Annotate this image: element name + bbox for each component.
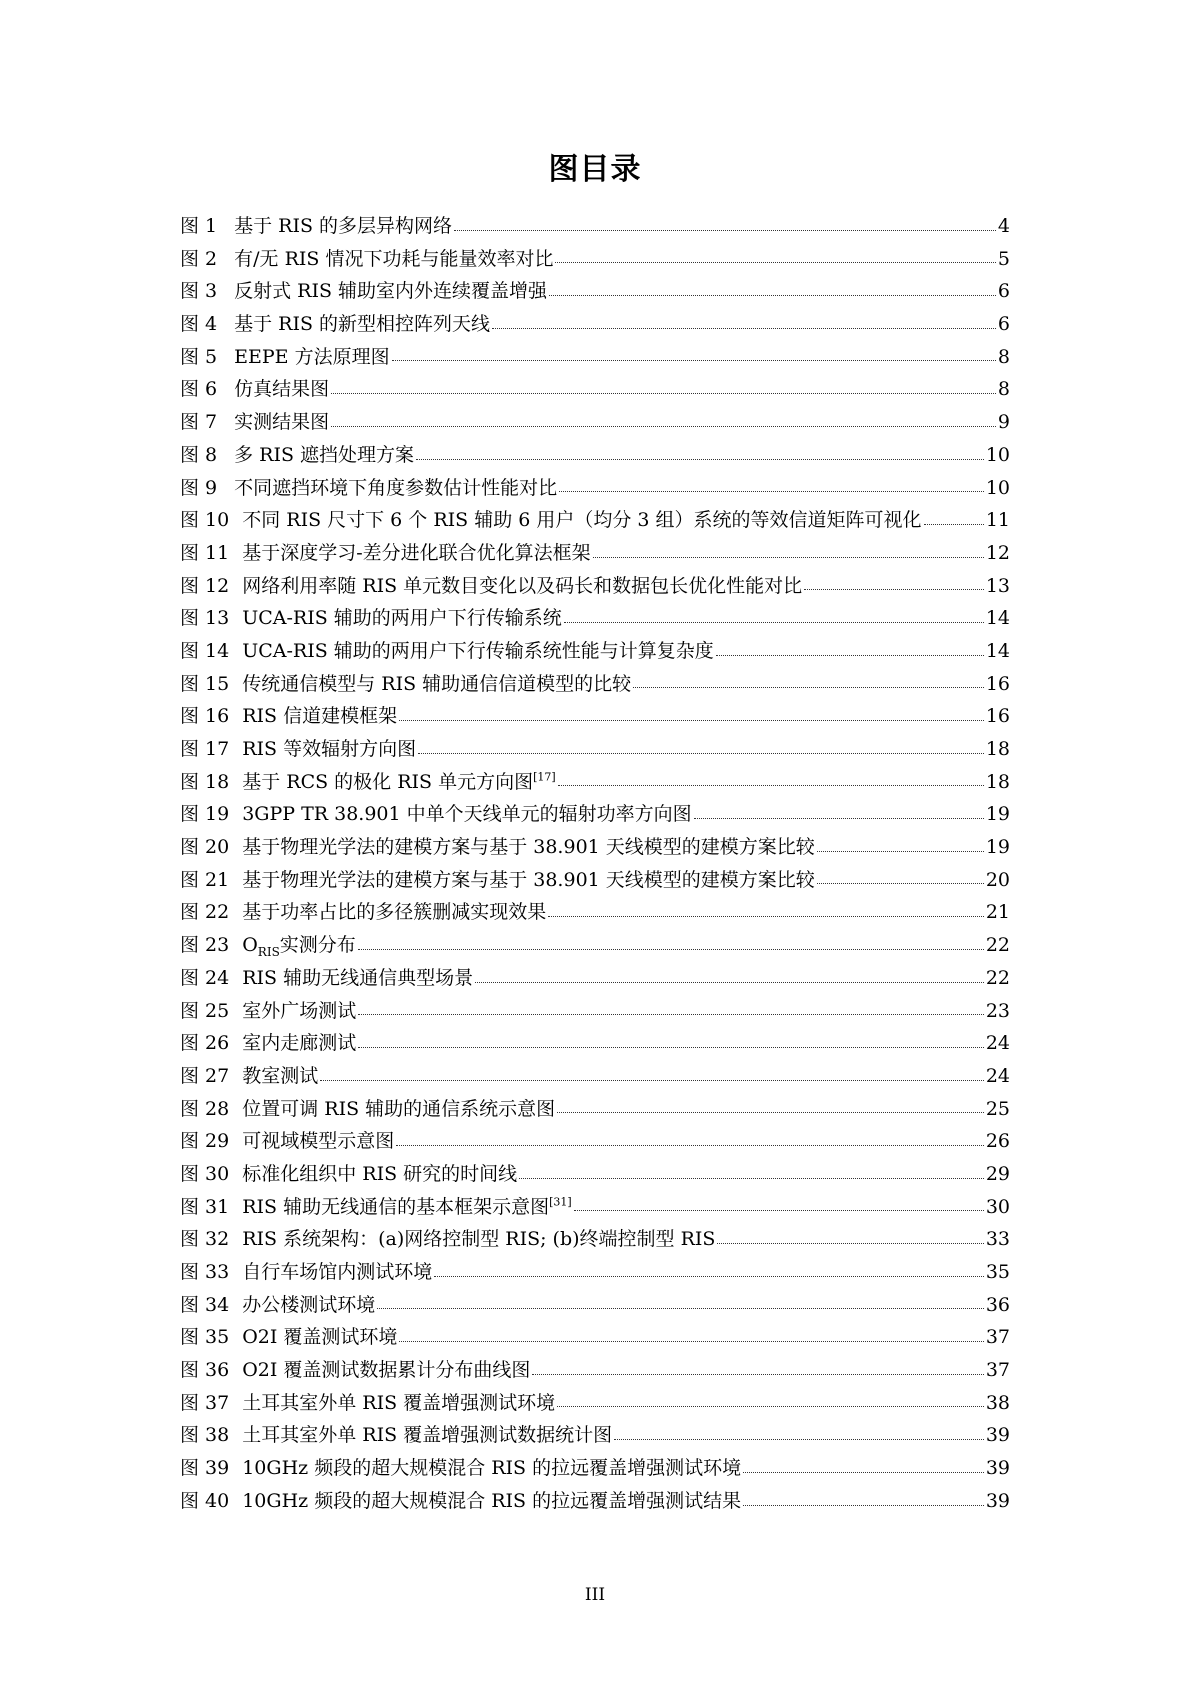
toc-entry-page: 16 <box>985 705 1010 728</box>
toc-entry-title-text: 办公楼测试环境 <box>242 1293 376 1316</box>
toc-entry-title-text: O <box>242 934 258 957</box>
toc-dot-leader <box>716 654 984 656</box>
toc-entry-title <box>234 210 452 243</box>
toc-entry[interactable] <box>180 210 1010 243</box>
toc-entry-title-text: 实测结果图 <box>234 411 330 434</box>
toc-entry[interactable] <box>180 243 1010 276</box>
toc-entry[interactable] <box>180 308 1010 341</box>
toc-entry[interactable] <box>180 275 1010 308</box>
toc-dot-leader <box>532 1373 983 1375</box>
toc-entry-title <box>242 1485 741 1518</box>
toc-dot-leader <box>549 294 996 296</box>
toc-entry-title <box>242 995 356 1028</box>
toc-entry-number: 图 21 <box>180 868 230 891</box>
toc-dot-leader <box>392 359 996 361</box>
toc-entry-title-text: 土耳其室外单 RIS 覆盖增强测试数据统计图 <box>242 1424 613 1447</box>
toc-dot-leader <box>817 882 984 884</box>
toc-dot-leader <box>559 490 984 492</box>
toc-entry-title-text: O2I 覆盖测试数据累计分布曲线图 <box>242 1359 531 1382</box>
toc-entry[interactable] <box>180 504 1010 537</box>
toc-entry-title <box>242 1027 356 1060</box>
toc-entry-title-text: 传统通信模型与 RIS 辅助通信信道模型的比较 <box>242 672 632 695</box>
toc-entry-page: 25 <box>985 1097 1010 1120</box>
toc-entry-title-text: RIS 等效辐射方向图 <box>242 738 417 760</box>
toc-entry[interactable] <box>180 373 1010 406</box>
toc-entry-title <box>242 733 416 766</box>
toc-entry-title <box>242 1256 432 1289</box>
toc-entry-number: 图 39 <box>180 1457 230 1480</box>
toc-dot-leader <box>574 1209 984 1211</box>
toc-entry-title-text: 多 RIS 遮挡处理方案 <box>234 443 415 466</box>
toc-entry-title <box>234 275 547 308</box>
toc-entry-page: 14 <box>985 639 1010 662</box>
toc-entry-page: 18 <box>985 770 1010 793</box>
toc-entry[interactable] <box>180 602 1010 635</box>
figure-toc-list <box>180 210 1010 1518</box>
toc-entry-page: 39 <box>985 1424 1010 1447</box>
toc-entry[interactable] <box>180 1158 1010 1191</box>
toc-entry-title-text: 自行车场馆内测试环境 <box>242 1261 433 1283</box>
toc-entry[interactable] <box>180 766 1010 799</box>
toc-entry[interactable] <box>180 1321 1010 1354</box>
toc-entry-title-text: 不同 RIS 尺寸下 6 个 RIS 辅助 6 用户（均分 3 组）系统的等效信道矩阵可视化 <box>242 509 922 532</box>
toc-entry-page: 18 <box>985 738 1010 760</box>
toc-entry-title <box>242 635 714 668</box>
toc-entry-page: 39 <box>985 1489 1010 1512</box>
toc-dot-leader <box>743 1471 984 1473</box>
toc-entry-page: 37 <box>985 1359 1010 1382</box>
toc-entry-number: 图 3 <box>180 280 218 303</box>
toc-entry-title-text: 仿真结果图 <box>234 378 330 401</box>
toc-dot-leader <box>358 948 984 950</box>
toc-dot-leader <box>358 1046 984 1048</box>
toc-entry-number: 图 27 <box>180 1064 230 1087</box>
toc-entry-page: 5 <box>997 247 1010 270</box>
toc-dot-leader <box>555 261 995 263</box>
toc-entry-title <box>234 341 389 374</box>
toc-entry-page: 19 <box>985 803 1010 826</box>
toc-entry-title-text: 基于 RIS 的多层异构网络 <box>234 215 453 237</box>
toc-entry-number: 图 36 <box>180 1359 230 1382</box>
toc-entry-title <box>234 373 329 406</box>
toc-entry-number: 图 19 <box>180 803 230 826</box>
toc-entry-number: 图 13 <box>180 607 230 630</box>
toc-entry-title-text: 基于深度学习-差分进化联合优化算法框架 <box>242 541 591 564</box>
toc-entry-number: 图 11 <box>180 541 230 564</box>
toc-dot-leader <box>564 621 984 623</box>
toc-entry-title <box>234 439 414 472</box>
toc-entry[interactable] <box>180 929 1010 962</box>
toc-entry-number: 图 28 <box>180 1097 230 1120</box>
toc-entry-number: 图 37 <box>180 1391 230 1414</box>
toc-entry-title-text: EEPE 方法原理图 <box>234 345 390 368</box>
toc-entry-number: 图 14 <box>180 639 230 662</box>
toc-entry-number: 图 16 <box>180 705 230 728</box>
toc-entry-title-text: 土耳其室外单 RIS 覆盖增强测试环境 <box>242 1391 556 1414</box>
toc-dot-leader <box>377 1307 984 1309</box>
toc-entry-page: 10 <box>985 476 1010 499</box>
toc-entry-number: 图 9 <box>180 476 218 499</box>
toc-entry-page: 38 <box>985 1391 1010 1414</box>
toc-entry-title-text: 室内走廊测试 <box>242 1032 357 1055</box>
toc-entry-number: 图 40 <box>180 1489 230 1512</box>
toc-entry-title <box>234 406 329 439</box>
toc-entry-title <box>242 504 921 537</box>
toc-entry[interactable] <box>180 733 1010 766</box>
toc-dot-leader <box>358 1013 984 1015</box>
toc-entry[interactable] <box>180 896 1010 929</box>
toc-entry-title-text: RIS 信道建模框架 <box>242 705 398 728</box>
toc-entry-title-text: 基于 RIS 的新型相控阵列天线 <box>234 313 491 336</box>
toc-dot-leader <box>331 392 996 394</box>
toc-dot-leader <box>633 686 984 688</box>
toc-entry-number: 图 32 <box>180 1228 230 1251</box>
toc-entry-title-text: 基于 RCS 的极化 RIS 单元方向图 <box>242 770 534 793</box>
toc-entry[interactable] <box>180 439 1010 472</box>
toc-entry-title <box>242 570 802 603</box>
toc-entry-page: 14 <box>985 607 1010 630</box>
toc-entry-number: 图 33 <box>180 1261 230 1283</box>
toc-entry[interactable] <box>180 1223 1010 1256</box>
toc-entry-page: 39 <box>985 1457 1010 1480</box>
toc-entry[interactable] <box>180 1419 1010 1452</box>
toc-entry[interactable] <box>180 472 1010 505</box>
toc-entry-title <box>242 1452 741 1485</box>
toc-entry-page: 6 <box>997 280 1010 303</box>
toc-dot-leader <box>548 915 984 917</box>
toc-entry-title-text: 室外广场测试 <box>242 999 357 1022</box>
toc-dot-leader <box>416 458 984 460</box>
toc-entry-number: 图 23 <box>180 934 230 957</box>
toc-entry-title-text: 教室测试 <box>242 1064 319 1087</box>
toc-entry-page: 26 <box>985 1130 1010 1153</box>
toc-entry-page: 36 <box>985 1293 1010 1316</box>
toc-entry-title <box>242 831 815 864</box>
toc-dot-leader <box>804 588 984 590</box>
toc-dot-leader <box>519 1177 984 1179</box>
toc-entry-citation: [31] <box>549 1195 572 1209</box>
toc-dot-leader <box>817 850 984 852</box>
toc-entry-number: 图 1 <box>180 215 218 237</box>
toc-dot-leader <box>558 784 984 786</box>
toc-entry-title-text: 位置可调 RIS 辅助的通信系统示意图 <box>242 1097 556 1120</box>
toc-entry[interactable] <box>180 1191 1010 1224</box>
toc-entry-page: 11 <box>985 509 1010 532</box>
toc-entry-title-text: 基于功率占比的多径簇删减实现效果 <box>242 901 547 924</box>
toc-dot-leader <box>924 523 984 525</box>
toc-entry-title-text: O2I 覆盖测试环境 <box>242 1326 398 1349</box>
toc-dot-leader <box>399 719 984 721</box>
toc-dot-leader <box>320 1079 984 1081</box>
toc-entry-title <box>242 864 815 897</box>
toc-entry-number: 图 35 <box>180 1326 230 1349</box>
toc-entry-subscript: RIS <box>257 944 280 959</box>
toc-entry-title-text: RIS 辅助无线通信典型场景 <box>242 966 474 989</box>
toc-entry-title-text: 网络利用率随 RIS 单元数目变化以及码长和数据包长优化性能对比 <box>242 574 803 597</box>
toc-entry-title-text: 可视域模型示意图 <box>242 1130 395 1153</box>
toc-entry-title-text: 有/无 RIS 情况下功耗与能量效率对比 <box>234 247 554 270</box>
toc-entry-title <box>242 962 473 995</box>
toc-entry-title <box>242 1387 555 1420</box>
toc-entry-page: 16 <box>985 672 1010 695</box>
toc-entry-title-text: 3GPP TR 38.901 中单个天线单元的辐射功率方向图 <box>242 803 692 826</box>
toc-dot-leader <box>475 981 984 983</box>
toc-entry[interactable] <box>180 341 1010 374</box>
toc-entry-title-text: UCA-RIS 辅助的两用户下行传输系统 <box>242 607 562 630</box>
toc-entry[interactable] <box>180 537 1010 570</box>
toc-entry[interactable] <box>180 635 1010 668</box>
page-number: III <box>584 1585 606 1605</box>
toc-dot-leader <box>492 327 996 329</box>
toc-entry-title-text-after: 实测分布 <box>279 934 356 957</box>
toc-entry-page: 19 <box>985 836 1010 859</box>
toc-entry-title <box>242 1289 375 1322</box>
toc-entry[interactable] <box>180 1125 1010 1158</box>
toc-dot-leader <box>717 1242 983 1244</box>
toc-entry-title-text: 标准化组织中 RIS 研究的时间线 <box>242 1162 518 1185</box>
toc-dot-leader <box>694 817 984 819</box>
toc-entry-title <box>242 766 555 799</box>
toc-entry-title <box>242 798 691 831</box>
toc-entry[interactable] <box>180 798 1010 831</box>
toc-entry-title <box>242 1191 571 1224</box>
toc-entry-page: 22 <box>985 934 1010 957</box>
toc-entry-title-text: RIS 辅助无线通信的基本框架示意图 <box>242 1195 550 1218</box>
toc-entry-title <box>234 243 553 276</box>
toc-entry[interactable] <box>180 864 1010 897</box>
toc-entry-page: 4 <box>997 215 1010 237</box>
toc-entry-page: 8 <box>997 378 1010 401</box>
toc-entry-number: 图 29 <box>180 1130 230 1153</box>
toc-entry[interactable] <box>180 1354 1010 1387</box>
toc-entry-page: 22 <box>985 966 1010 989</box>
toc-dot-leader <box>454 229 996 231</box>
toc-entry-page: 29 <box>985 1162 1010 1185</box>
toc-entry-page: 20 <box>985 868 1010 891</box>
toc-entry-citation: [17] <box>533 770 556 784</box>
toc-dot-leader <box>593 556 984 558</box>
toc-entry-title <box>234 472 557 505</box>
toc-entry-number: 图 18 <box>180 770 230 793</box>
toc-entry-title-text: 基于物理光学法的建模方案与基于 38.901 天线模型的建模方案比较 <box>242 836 815 859</box>
toc-dot-leader <box>396 1144 984 1146</box>
page-title: 图目录 <box>548 152 642 187</box>
toc-entry-title <box>242 537 590 570</box>
toc-entry-number: 图 22 <box>180 901 230 924</box>
toc-entry-number: 图 15 <box>180 672 230 695</box>
toc-entry-number: 图 24 <box>180 966 230 989</box>
toc-entry-page: 24 <box>985 1032 1010 1055</box>
toc-entry-page: 37 <box>985 1326 1010 1349</box>
toc-entry-title-text: 不同遮挡环境下角度参数估计性能对比 <box>234 476 558 499</box>
toc-entry-title-text: 基于物理光学法的建模方案与基于 38.901 天线模型的建模方案比较 <box>242 868 815 891</box>
toc-entry[interactable] <box>180 406 1010 439</box>
toc-entry-number: 图 17 <box>180 738 230 760</box>
toc-entry-number: 图 5 <box>180 345 218 368</box>
toc-entry-title-text: 反射式 RIS 辅助室内外连续覆盖增强 <box>234 280 548 303</box>
toc-entry[interactable] <box>180 1027 1010 1060</box>
toc-entry-number: 图 25 <box>180 999 230 1022</box>
toc-entry-page: 23 <box>985 999 1010 1022</box>
toc-entry-page: 21 <box>985 901 1010 924</box>
toc-entry[interactable] <box>180 995 1010 1028</box>
toc-entry-title <box>242 896 546 929</box>
toc-entry-title <box>234 308 490 341</box>
toc-entry-number: 图 20 <box>180 836 230 859</box>
toc-dot-leader <box>331 425 996 427</box>
toc-entry[interactable] <box>180 1485 1010 1518</box>
toc-entry[interactable] <box>180 1256 1010 1289</box>
toc-entry-page: 24 <box>985 1064 1010 1087</box>
toc-entry-page: 33 <box>985 1228 1010 1251</box>
toc-entry-title-text: 10GHz 频段的超大规模混合 RIS 的拉远覆盖增强测试结果 <box>242 1489 742 1512</box>
toc-dot-leader <box>399 1340 983 1342</box>
toc-entry[interactable] <box>180 570 1010 603</box>
toc-entry-number: 图 2 <box>180 247 218 270</box>
toc-entry-title <box>242 1060 318 1093</box>
toc-entry[interactable] <box>180 1452 1010 1485</box>
toc-dot-leader <box>418 752 984 754</box>
toc-entry[interactable] <box>180 700 1010 733</box>
toc-entry[interactable] <box>180 1289 1010 1322</box>
toc-entry-title <box>242 700 397 733</box>
toc-entry-title <box>242 1419 612 1452</box>
toc-entry-number: 图 10 <box>180 509 230 532</box>
toc-entry-title <box>242 1093 555 1126</box>
toc-entry-title <box>242 929 356 962</box>
toc-entry-page: 6 <box>997 313 1010 336</box>
toc-entry[interactable] <box>180 1387 1010 1420</box>
toc-dot-leader <box>614 1438 984 1440</box>
toc-entry-title <box>242 1125 394 1158</box>
toc-entry-number: 图 7 <box>180 411 218 434</box>
toc-entry-title <box>242 1223 715 1256</box>
toc-entry[interactable] <box>180 831 1010 864</box>
toc-entry-number: 图 26 <box>180 1032 230 1055</box>
toc-entry-title-text: 10GHz 频段的超大规模混合 RIS 的拉远覆盖增强测试环境 <box>242 1457 742 1480</box>
toc-entry-number: 图 4 <box>180 313 218 336</box>
toc-entry-title <box>242 1321 397 1354</box>
toc-entry-number: 图 6 <box>180 378 218 401</box>
toc-dot-leader <box>434 1275 984 1277</box>
toc-entry-page: 12 <box>985 541 1010 564</box>
toc-entry-title <box>242 1354 530 1387</box>
toc-entry-title-text: UCA-RIS 辅助的两用户下行传输系统性能与计算复杂度 <box>242 639 714 662</box>
toc-dot-leader <box>557 1405 984 1407</box>
toc-entry-page: 30 <box>985 1195 1010 1218</box>
toc-entry-number: 图 12 <box>180 574 230 597</box>
toc-entry[interactable] <box>180 962 1010 995</box>
toc-entry-title <box>242 668 631 701</box>
toc-entry[interactable] <box>180 668 1010 701</box>
toc-entry-title <box>242 602 562 635</box>
toc-entry-title <box>242 1158 517 1191</box>
toc-entry[interactable] <box>180 1060 1010 1093</box>
toc-entry-title-text: RIS 系统架构：(a)网络控制型 RIS; (b)终端控制型 RIS <box>242 1228 716 1251</box>
toc-entry-number: 图 31 <box>180 1195 230 1218</box>
toc-entry-number: 图 34 <box>180 1293 230 1316</box>
toc-entry-number: 图 38 <box>180 1424 230 1447</box>
toc-entry-page: 8 <box>997 345 1010 368</box>
toc-entry-page: 10 <box>985 443 1010 466</box>
toc-entry-page: 13 <box>985 574 1010 597</box>
toc-entry[interactable] <box>180 1093 1010 1126</box>
toc-entry-number: 图 30 <box>180 1162 230 1185</box>
toc-entry-number: 图 8 <box>180 443 218 466</box>
toc-entry-page: 9 <box>997 411 1010 434</box>
toc-dot-leader <box>743 1504 984 1506</box>
toc-dot-leader <box>557 1111 984 1113</box>
toc-entry-page: 35 <box>985 1261 1010 1283</box>
